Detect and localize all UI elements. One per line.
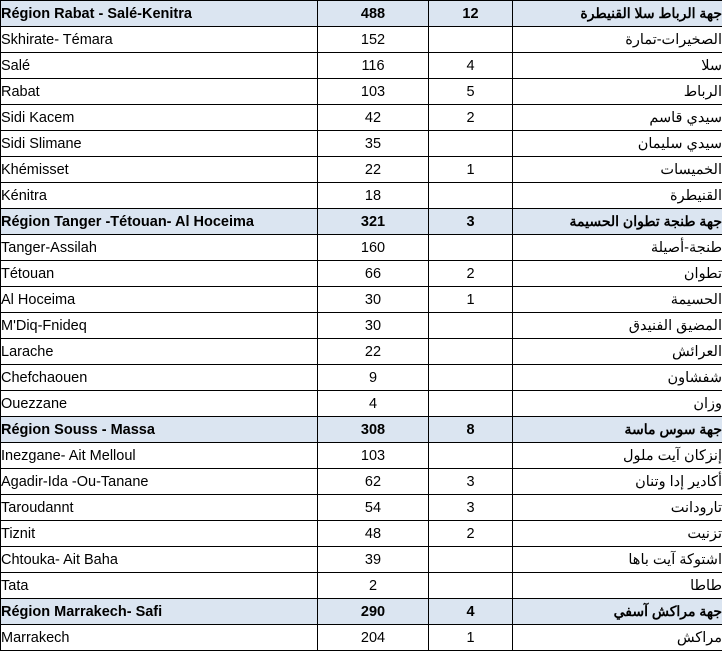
cases-count: 30 bbox=[318, 313, 429, 339]
province-name-ar: القنيطرة bbox=[513, 183, 722, 209]
province-name-fr: Sidi Slimane bbox=[1, 131, 318, 157]
cases-count: 22 bbox=[318, 339, 429, 365]
province-name-fr: M'Diq-Fnideq bbox=[1, 313, 318, 339]
province-name-ar: تزنيت bbox=[513, 521, 722, 547]
table-row bbox=[1, 391, 722, 417]
province-name-fr: Tiznit bbox=[1, 521, 318, 547]
deaths-count: 2 bbox=[429, 521, 513, 547]
province-name-fr: Chtouka- Ait Baha bbox=[1, 547, 318, 573]
table-row bbox=[1, 547, 722, 573]
table-row bbox=[1, 157, 722, 183]
province-name-fr: Sidi Kacem bbox=[1, 105, 318, 131]
province-name-ar: إنزكان آيت ملول bbox=[513, 443, 722, 469]
table-row bbox=[1, 131, 722, 157]
deaths-count bbox=[429, 183, 513, 209]
deaths-count: 3 bbox=[429, 209, 513, 235]
deaths-count: 1 bbox=[429, 287, 513, 313]
deaths-count bbox=[429, 443, 513, 469]
cases-count: 103 bbox=[318, 443, 429, 469]
table-row bbox=[1, 27, 722, 53]
cases-count: 103 bbox=[318, 79, 429, 105]
region-name-ar: جهة مراكش آسفي bbox=[513, 599, 722, 625]
deaths-count: 2 bbox=[429, 105, 513, 131]
table-row bbox=[1, 53, 722, 79]
table-row bbox=[1, 105, 722, 131]
cases-count: 66 bbox=[318, 261, 429, 287]
cases-count: 4 bbox=[318, 391, 429, 417]
province-name-fr: Chefchaouen bbox=[1, 365, 318, 391]
deaths-count bbox=[429, 365, 513, 391]
deaths-count: 4 bbox=[429, 599, 513, 625]
region-name-ar: جهة الرباط سلا القنيطرة bbox=[513, 1, 722, 27]
table-row bbox=[1, 183, 722, 209]
province-name-ar: طنجة-أصيلة bbox=[513, 235, 722, 261]
cases-count: 62 bbox=[318, 469, 429, 495]
deaths-count bbox=[429, 313, 513, 339]
deaths-count: 3 bbox=[429, 495, 513, 521]
region-name-fr: Région Tanger -Tétouan- Al Hoceima bbox=[1, 209, 318, 235]
table-row bbox=[1, 443, 722, 469]
table-row bbox=[1, 339, 722, 365]
cases-count: 48 bbox=[318, 521, 429, 547]
deaths-count bbox=[429, 391, 513, 417]
deaths-count bbox=[429, 547, 513, 573]
table-row bbox=[1, 573, 722, 599]
region-name-fr: Région Souss - Massa bbox=[1, 417, 318, 443]
cases-count: 18 bbox=[318, 183, 429, 209]
cases-count: 160 bbox=[318, 235, 429, 261]
province-name-fr: Tanger-Assilah bbox=[1, 235, 318, 261]
region-summary-row bbox=[1, 1, 722, 27]
cases-count: 308 bbox=[318, 417, 429, 443]
cases-count: 9 bbox=[318, 365, 429, 391]
province-name-ar: سيدي قاسم bbox=[513, 105, 722, 131]
region-summary-row bbox=[1, 209, 722, 235]
region-summary-row bbox=[1, 599, 722, 625]
province-name-fr: Kénitra bbox=[1, 183, 318, 209]
region-name-ar: جهة طنجة تطوان الحسيمة bbox=[513, 209, 722, 235]
region-name-fr: Région Rabat - Salé-Kenitra bbox=[1, 1, 318, 27]
province-name-ar: أكادير إدا وتنان bbox=[513, 469, 722, 495]
cases-count: 30 bbox=[318, 287, 429, 313]
cases-count: 35 bbox=[318, 131, 429, 157]
cases-count: 152 bbox=[318, 27, 429, 53]
deaths-count: 3 bbox=[429, 469, 513, 495]
deaths-count bbox=[429, 131, 513, 157]
province-name-fr: Al Hoceima bbox=[1, 287, 318, 313]
deaths-count bbox=[429, 235, 513, 261]
region-name-ar: جهة سوس ماسة bbox=[513, 417, 722, 443]
province-name-fr: Agadir-Ida -Ou-Tanane bbox=[1, 469, 318, 495]
province-name-ar: اشتوكة آيت باها bbox=[513, 547, 722, 573]
province-name-ar: الحسيمة bbox=[513, 287, 722, 313]
province-name-ar: الرباط bbox=[513, 79, 722, 105]
deaths-count: 1 bbox=[429, 625, 513, 651]
table-row bbox=[1, 495, 722, 521]
cases-count: 2 bbox=[318, 573, 429, 599]
province-name-fr: Larache bbox=[1, 339, 318, 365]
cases-count: 22 bbox=[318, 157, 429, 183]
cases-count: 488 bbox=[318, 1, 429, 27]
province-name-fr: Marrakech bbox=[1, 625, 318, 651]
deaths-count bbox=[429, 339, 513, 365]
province-name-fr: Khémisset bbox=[1, 157, 318, 183]
table-row bbox=[1, 365, 722, 391]
province-name-ar: طاطا bbox=[513, 573, 722, 599]
table-row bbox=[1, 521, 722, 547]
table-row bbox=[1, 235, 722, 261]
table-row bbox=[1, 261, 722, 287]
province-name-ar: شفشاون bbox=[513, 365, 722, 391]
cases-count: 204 bbox=[318, 625, 429, 651]
table-row bbox=[1, 313, 722, 339]
province-name-fr: Tata bbox=[1, 573, 318, 599]
deaths-count: 8 bbox=[429, 417, 513, 443]
province-name-fr: Taroudannt bbox=[1, 495, 318, 521]
table-row bbox=[1, 469, 722, 495]
province-name-ar: سلا bbox=[513, 53, 722, 79]
deaths-count: 1 bbox=[429, 157, 513, 183]
province-name-fr: Inezgane- Ait Melloul bbox=[1, 443, 318, 469]
deaths-count: 4 bbox=[429, 53, 513, 79]
province-name-ar: سيدي سليمان bbox=[513, 131, 722, 157]
province-name-fr: Salé bbox=[1, 53, 318, 79]
province-name-ar: الصخيرات-تمارة bbox=[513, 27, 722, 53]
table-row bbox=[1, 287, 722, 313]
province-name-ar: وزان bbox=[513, 391, 722, 417]
deaths-count: 2 bbox=[429, 261, 513, 287]
cases-count: 116 bbox=[318, 53, 429, 79]
deaths-count: 12 bbox=[429, 1, 513, 27]
cases-count: 54 bbox=[318, 495, 429, 521]
table-row bbox=[1, 79, 722, 105]
cases-count: 39 bbox=[318, 547, 429, 573]
province-name-ar: مراكش bbox=[513, 625, 722, 651]
region-summary-row bbox=[1, 417, 722, 443]
cases-count: 290 bbox=[318, 599, 429, 625]
province-name-ar: تارودانت bbox=[513, 495, 722, 521]
province-name-ar: المضيق الفنيدق bbox=[513, 313, 722, 339]
table-body bbox=[1, 1, 722, 651]
cases-count: 42 bbox=[318, 105, 429, 131]
region-name-fr: Région Marrakech- Safi bbox=[1, 599, 318, 625]
deaths-count bbox=[429, 27, 513, 53]
province-name-ar: العرائش bbox=[513, 339, 722, 365]
deaths-count bbox=[429, 573, 513, 599]
province-name-fr: Rabat bbox=[1, 79, 318, 105]
cases-count: 321 bbox=[318, 209, 429, 235]
province-name-ar: تطوان bbox=[513, 261, 722, 287]
deaths-count: 5 bbox=[429, 79, 513, 105]
province-name-fr: Skhirate- Témara bbox=[1, 27, 318, 53]
province-name-fr: Ouezzane bbox=[1, 391, 318, 417]
province-name-ar: الخميسات bbox=[513, 157, 722, 183]
table-row bbox=[1, 625, 722, 651]
province-name-fr: Tétouan bbox=[1, 261, 318, 287]
